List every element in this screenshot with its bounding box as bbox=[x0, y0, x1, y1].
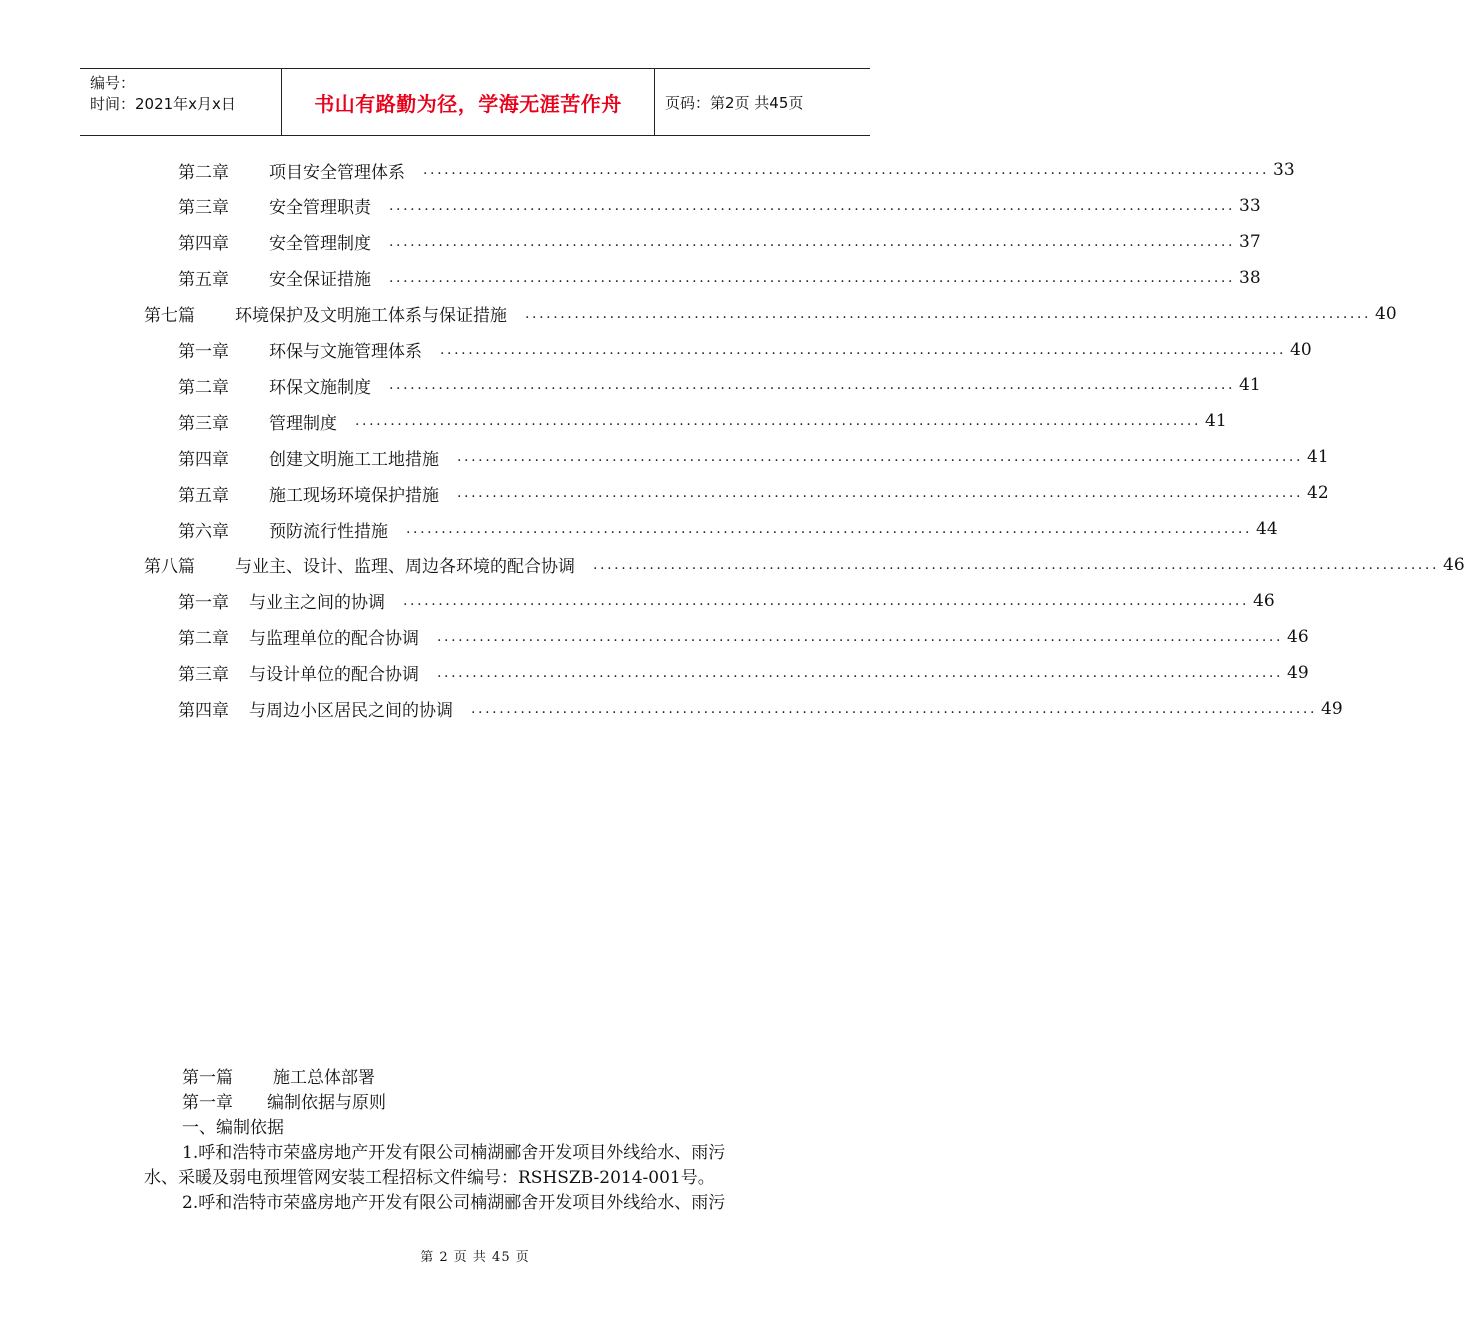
toc-entry-label: 第五章 bbox=[178, 270, 229, 291]
toc-entry bbox=[144, 299, 1397, 329]
header-motto: 书山有路勤为径，学海无涯苦作舟 bbox=[282, 69, 655, 135]
toc-entry-page: 46 bbox=[1253, 590, 1275, 611]
toc-entry-page: 46 bbox=[1287, 626, 1309, 647]
toc-entry-label: 第二章 bbox=[178, 162, 229, 183]
toc-leader-dots: ........................................................................................................................ bbox=[471, 700, 1318, 717]
toc-entry bbox=[178, 658, 1309, 688]
toc-entry-title: 项目安全管理体系 bbox=[269, 162, 405, 183]
paragraph-1-line-2: 水、采暖及弱电预埋管网安装工程招标文件编号：RSHSZB-2014-001号。 bbox=[144, 1168, 715, 1188]
toc-entry-title: 与周边小区居民之间的协调 bbox=[249, 701, 453, 721]
toc-entry-label: 第七篇 bbox=[144, 306, 195, 327]
toc-entry-title: 环保与文施管理体系 bbox=[269, 342, 422, 362]
toc-entry-label: 第八篇 bbox=[144, 557, 195, 578]
toc-entry-title: 安全保证措施 bbox=[269, 270, 371, 291]
toc-entry bbox=[178, 622, 1309, 652]
paragraph-2-line-1: 2.呼和浩特市荣盛房地产开发有限公司楠湖郦舍开发项目外线给水、雨污 bbox=[182, 1193, 726, 1213]
paragraph-1-line-1: 1.呼和浩特市荣盛房地产开发有限公司楠湖郦舍开发项目外线给水、雨污 bbox=[182, 1143, 726, 1163]
toc-entry-title: 管理制度 bbox=[269, 413, 337, 434]
part-heading-title: 施工总体部署 bbox=[273, 1068, 375, 1088]
toc-entry bbox=[178, 370, 1261, 400]
toc-entry-page: 37 bbox=[1239, 231, 1261, 252]
toc-leader-dots: ........................................................................................................................ bbox=[525, 305, 1372, 322]
toc-entry-page: 44 bbox=[1256, 519, 1278, 539]
toc-entry-title: 与业主之间的协调 bbox=[249, 593, 385, 614]
toc-entry-page: 46 bbox=[1443, 554, 1465, 575]
toc-entry-title: 与业主、设计、监理、周边各环境的配合协调 bbox=[235, 557, 575, 578]
toc-entry-label: 第二章 bbox=[178, 629, 229, 650]
toc-entry-label: 第一章 bbox=[178, 593, 229, 614]
toc-entry bbox=[178, 442, 1329, 472]
chapter-heading-title: 编制依据与原则 bbox=[267, 1093, 386, 1113]
page-footer: 第 2 页 共 45 页 bbox=[420, 1250, 530, 1265]
toc-entry-title: 安全管理职责 bbox=[269, 198, 371, 219]
toc-entry-label: 第三章 bbox=[178, 198, 229, 219]
toc-entry-title: 与设计单位的配合协调 bbox=[249, 665, 419, 686]
toc-entry bbox=[178, 227, 1261, 257]
toc-entry-label: 第四章 bbox=[178, 449, 229, 470]
part-heading-label: 第一篇 bbox=[182, 1068, 233, 1088]
header-page-info: 页码：第2页 共45页 bbox=[665, 93, 804, 112]
toc-leader-dots: ........................................................................................................................ bbox=[457, 485, 1304, 502]
toc-entry-page: 38 bbox=[1239, 267, 1261, 288]
toc-entry-label: 第四章 bbox=[178, 234, 229, 255]
toc-entry bbox=[178, 263, 1261, 293]
toc-entry bbox=[178, 586, 1275, 616]
header-meta bbox=[80, 69, 282, 135]
toc-leader-dots: ........................................................................................................................ bbox=[457, 449, 1304, 466]
toc-entry-page: 49 bbox=[1321, 698, 1343, 719]
toc-entry bbox=[178, 155, 1295, 185]
toc-entry-page: 40 bbox=[1290, 339, 1312, 360]
toc-entry-label: 第三章 bbox=[178, 413, 229, 434]
toc-leader-dots: ........................................................................................................................ bbox=[440, 341, 1287, 358]
toc-entry-page: 41 bbox=[1205, 411, 1227, 432]
toc-leader-dots: ........................................................................................................................ bbox=[389, 377, 1236, 394]
toc-entry-title: 环境保护及文明施工体系与保证措施 bbox=[235, 306, 507, 327]
number-label: 编号： bbox=[90, 74, 136, 92]
toc-entry-label: 第一章 bbox=[178, 342, 229, 362]
toc-entry-label: 第五章 bbox=[178, 485, 229, 506]
toc-entry-label: 第三章 bbox=[178, 665, 229, 686]
toc-leader-dots: ........................................................................................................................ bbox=[437, 628, 1284, 645]
toc-entry-page: 33 bbox=[1239, 195, 1261, 216]
toc-leader-dots: ........................................................................................................................ bbox=[389, 269, 1236, 286]
toc-entry bbox=[178, 191, 1261, 221]
toc-entry bbox=[144, 550, 1465, 580]
chapter-heading-label: 第一章 bbox=[182, 1093, 233, 1113]
toc-entry bbox=[178, 406, 1227, 436]
toc-entry-page: 49 bbox=[1287, 662, 1309, 683]
toc-leader-dots: ........................................................................................................................ bbox=[593, 556, 1440, 573]
toc-entry-title: 预防流行性措施 bbox=[269, 521, 388, 542]
page-header bbox=[80, 68, 870, 136]
toc-entry-page: 41 bbox=[1239, 375, 1261, 396]
toc-leader-dots: ........................................................................................................................ bbox=[355, 413, 1202, 430]
toc-entry-label: 第六章 bbox=[178, 521, 229, 542]
toc-entry bbox=[178, 478, 1329, 508]
toc-entry-title: 安全管理制度 bbox=[269, 234, 371, 255]
toc-entry bbox=[178, 514, 1278, 544]
toc-entry-page: 42 bbox=[1307, 483, 1329, 504]
chapter-heading bbox=[144, 1091, 808, 1116]
toc-leader-dots: ........................................................................................................................ bbox=[403, 592, 1250, 609]
toc-entry-page: 40 bbox=[1375, 303, 1397, 324]
document-body bbox=[144, 1066, 808, 1216]
toc-entry-title: 施工现场环境保护措施 bbox=[269, 485, 439, 506]
part-heading bbox=[144, 1066, 808, 1091]
toc-entry-page: 33 bbox=[1273, 160, 1295, 180]
toc-entry-title: 创建文明施工工地措施 bbox=[269, 449, 439, 470]
toc-entry-page: 41 bbox=[1307, 447, 1329, 468]
toc-leader-dots: ........................................................................................................................ bbox=[423, 162, 1270, 178]
toc-leader-dots: ........................................................................................................................ bbox=[389, 233, 1236, 250]
toc-leader-dots: ........................................................................................................................ bbox=[389, 197, 1236, 214]
toc-leader-dots: ........................................................................................................................ bbox=[406, 521, 1253, 537]
toc-entry-title: 与监理单位的配合协调 bbox=[249, 629, 419, 650]
toc-entry-title: 环保文施制度 bbox=[269, 377, 371, 398]
toc-entry bbox=[178, 694, 1343, 724]
toc-entry-label: 第四章 bbox=[178, 701, 229, 721]
section-heading: 一、编制依据 bbox=[182, 1118, 284, 1138]
toc-entry bbox=[178, 335, 1312, 365]
toc-entry-label: 第二章 bbox=[178, 377, 229, 398]
toc-leader-dots: ........................................................................................................................ bbox=[437, 664, 1284, 681]
time-label: 时间：2021年x月x日 bbox=[90, 95, 236, 113]
